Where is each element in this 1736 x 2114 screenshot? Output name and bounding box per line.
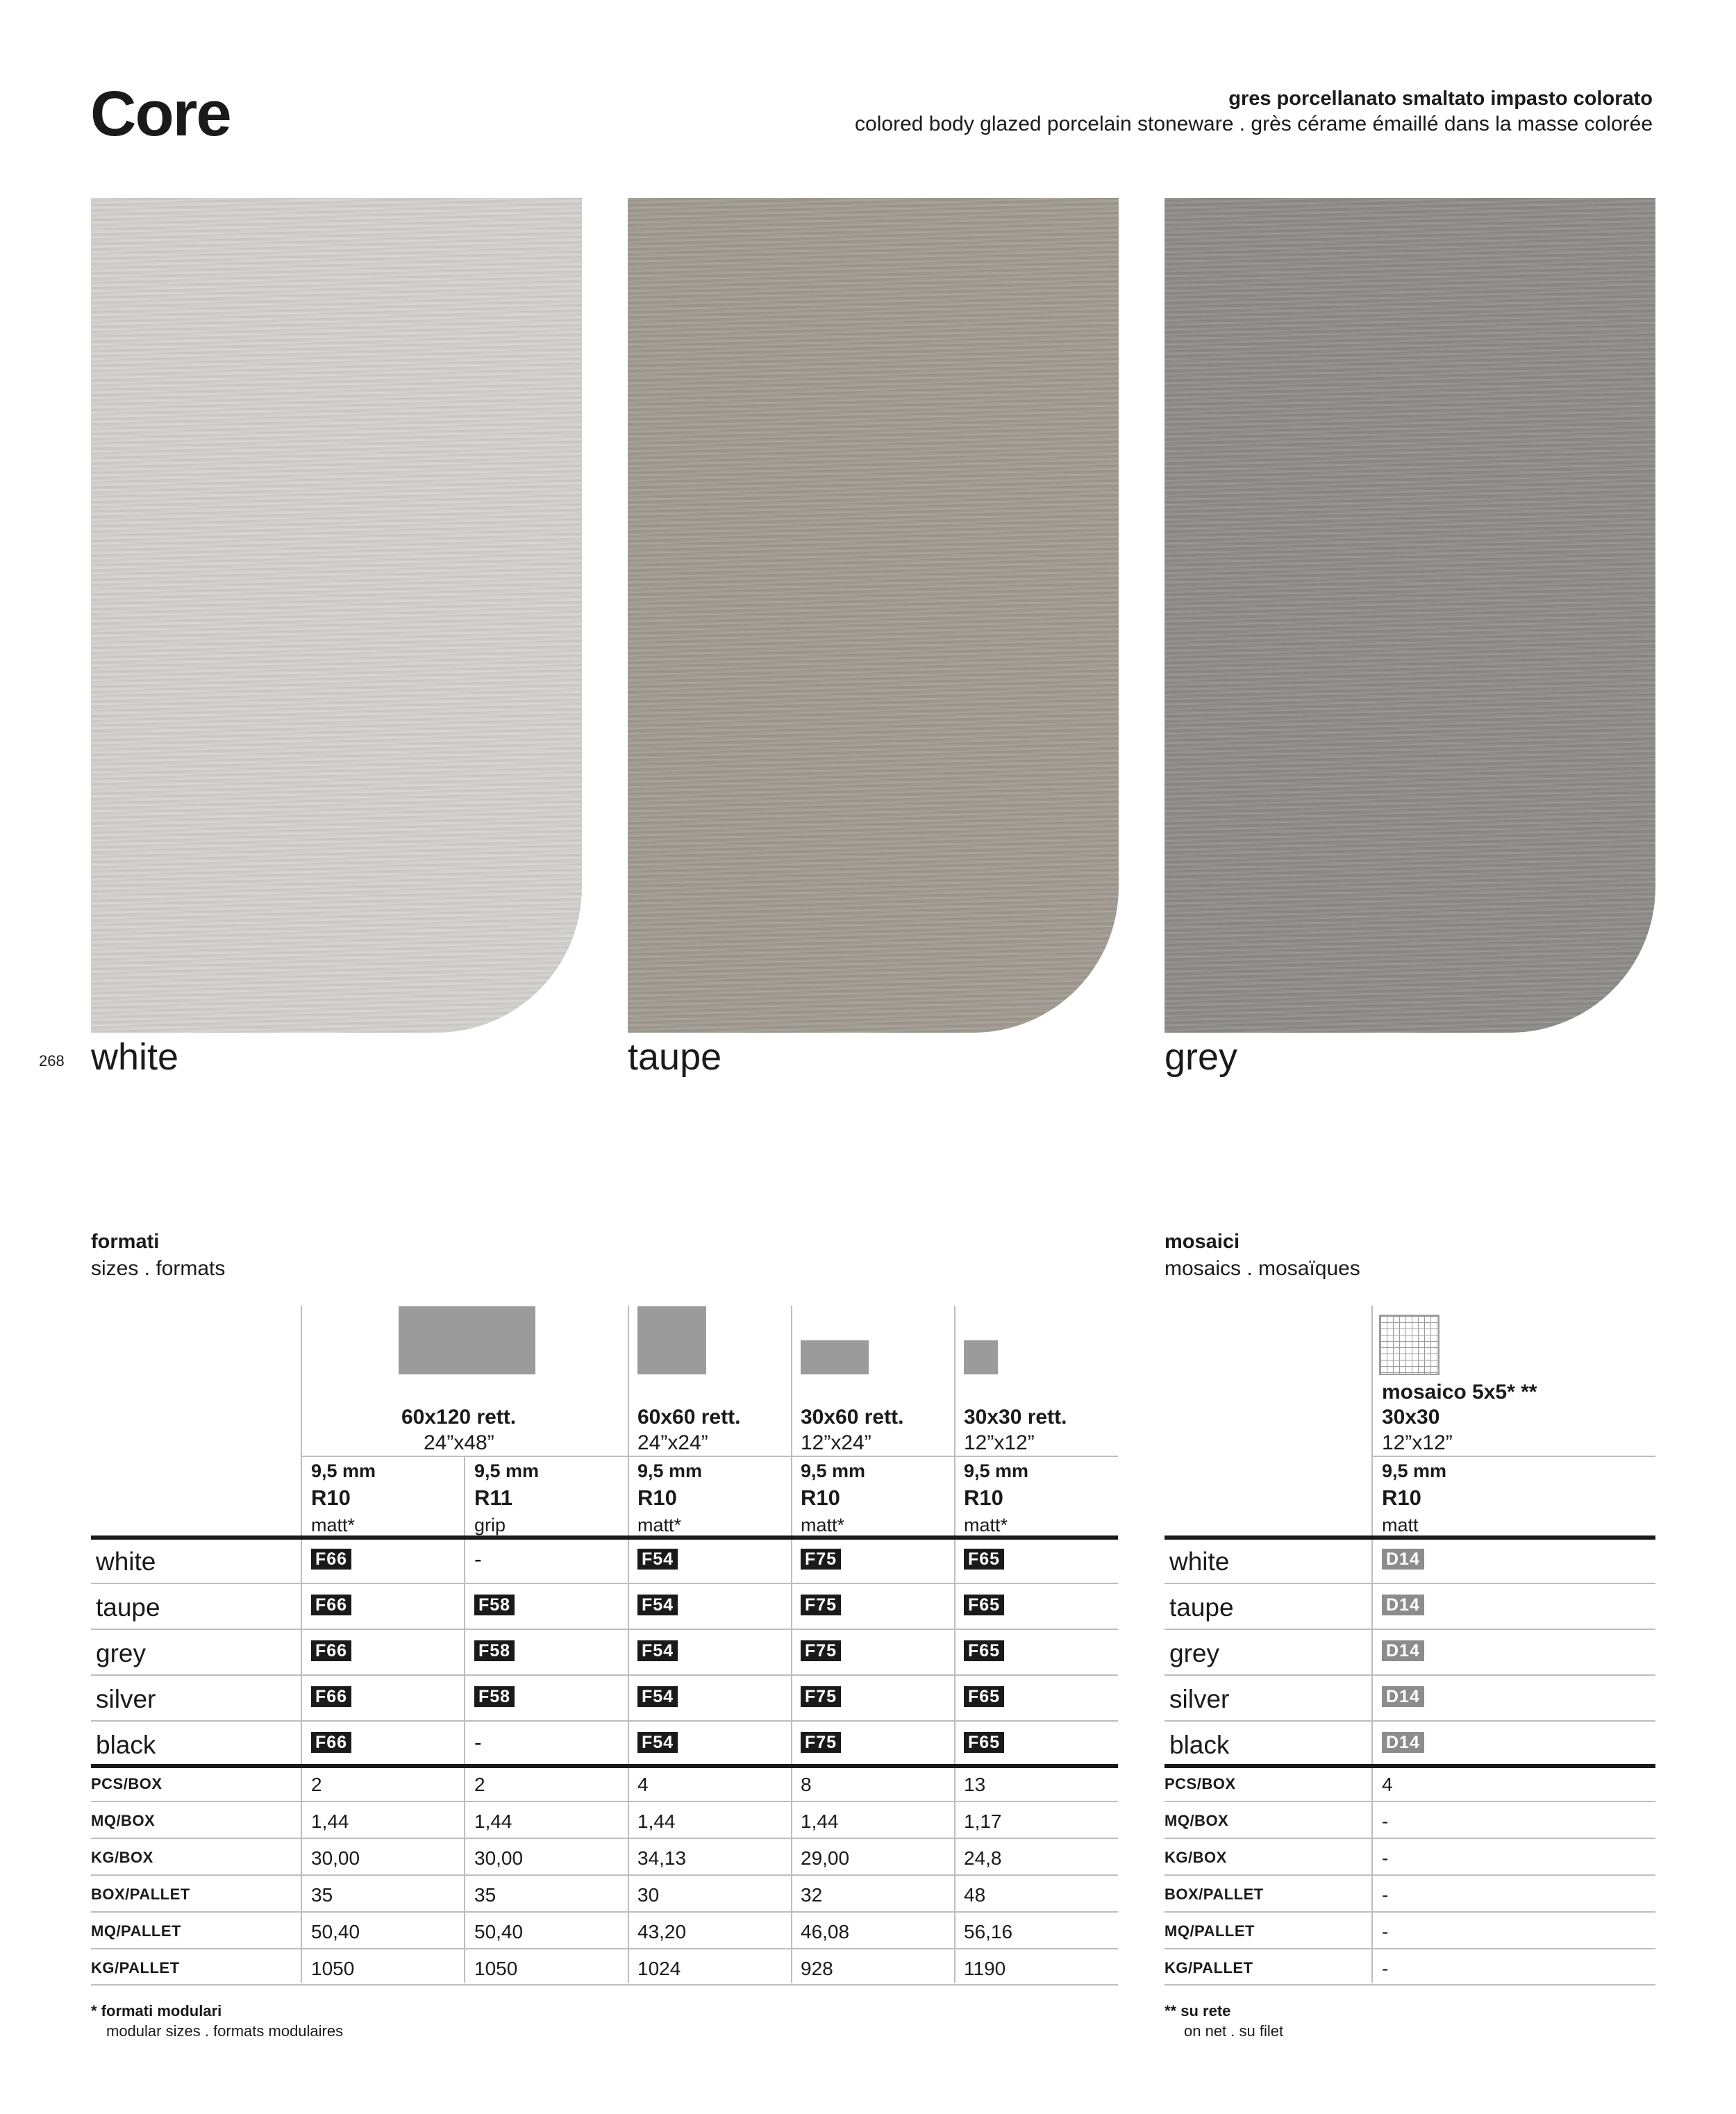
header-divider xyxy=(301,1456,1118,1457)
column-divider xyxy=(301,1306,302,1983)
table-rule xyxy=(91,1535,1118,1540)
code-badge: F54 xyxy=(637,1640,678,1661)
code-badge: D14 xyxy=(1382,1640,1424,1661)
mosaics-heading: mosaici xyxy=(1165,1231,1240,1253)
mosaic-name: mosaico 5x5* ** xyxy=(1382,1381,1537,1404)
footnote-modular-translation: modular sizes . formats modulaires xyxy=(106,2022,344,2040)
format-inches: 12”x12” xyxy=(964,1431,1035,1454)
row-divider xyxy=(1165,1911,1655,1913)
row-divider xyxy=(1165,1801,1655,1802)
product-type-translations: colored body glazed porcelain stoneware . grès cérame émaillé dans la masse colorée xyxy=(855,113,1653,135)
code-badge: F65 xyxy=(964,1640,1004,1661)
row-divider xyxy=(1165,1874,1655,1876)
code-badge: F75 xyxy=(801,1640,841,1661)
column-divider xyxy=(1371,1306,1373,1983)
mosaic-size: 30x30 xyxy=(1382,1406,1440,1429)
format-name: 30x60 rett. xyxy=(801,1406,904,1429)
spec-cell: 9,5 mm R10 matt* xyxy=(801,1460,866,1536)
stat-value: 4 xyxy=(637,1774,649,1795)
code-badge: D14 xyxy=(1382,1732,1424,1753)
row-divider xyxy=(1165,1583,1655,1584)
code-badge: F75 xyxy=(801,1686,841,1707)
format-inches: 24”x48” xyxy=(424,1431,494,1454)
table-rule xyxy=(1165,1535,1655,1540)
formats-subheading: sizes . formats xyxy=(91,1257,226,1280)
stat-value: 928 xyxy=(801,1958,833,1979)
row-divider xyxy=(1165,1838,1655,1839)
row-label-silver: silver xyxy=(1169,1685,1230,1713)
stat-value: 56,16 xyxy=(964,1921,1013,1942)
code-badge: F66 xyxy=(311,1595,351,1615)
stat-value: - xyxy=(1382,1811,1389,1832)
stat-value: 1,44 xyxy=(637,1811,676,1832)
column-divider xyxy=(628,1306,629,1983)
stat-value: 30,00 xyxy=(474,1847,524,1869)
stat-value: - xyxy=(1382,1884,1389,1906)
code-badge: F58 xyxy=(474,1640,515,1661)
footnote-on-net: ** su rete xyxy=(1165,2002,1231,2020)
format-name: 60x60 rett. xyxy=(637,1406,741,1429)
row-divider xyxy=(91,1629,1118,1630)
stat-value: 50,40 xyxy=(311,1921,360,1942)
row-label-white: white xyxy=(96,1547,156,1576)
code-badge: F75 xyxy=(801,1732,841,1753)
stat-label: MQ/BOX xyxy=(1165,1812,1229,1829)
spec-cell: 9,5 mm R10 matt* xyxy=(964,1460,1029,1536)
format-name: 30x30 rett. xyxy=(964,1406,1067,1429)
code-badge: F65 xyxy=(964,1595,1004,1615)
stat-value: 50,40 xyxy=(474,1921,524,1942)
stat-value: 30 xyxy=(637,1884,660,1906)
stat-value: - xyxy=(1382,1921,1389,1942)
stat-value: 34,13 xyxy=(637,1847,687,1869)
row-divider xyxy=(91,1674,1118,1676)
stat-label: PCS/BOX xyxy=(91,1775,162,1792)
stat-value: 13 xyxy=(964,1774,986,1795)
stat-value: 24,8 xyxy=(964,1847,1002,1869)
code-badge: F66 xyxy=(311,1732,351,1753)
code-badge: F66 xyxy=(311,1549,351,1570)
row-divider xyxy=(91,1874,1118,1876)
swatch-label-taupe: taupe xyxy=(628,1036,722,1078)
stat-label: MQ/PALLET xyxy=(1165,1922,1255,1940)
stat-value: - xyxy=(1382,1847,1389,1869)
product-type-italian: gres porcellanato smaltato impasto colorato xyxy=(1228,88,1653,110)
footnote-modular: * formati modulari xyxy=(91,2002,222,2020)
row-divider xyxy=(1165,1674,1655,1676)
code-badge: D14 xyxy=(1382,1686,1424,1707)
code-badge: F66 xyxy=(311,1640,351,1661)
code-badge: F58 xyxy=(474,1686,515,1707)
code-badge: F65 xyxy=(964,1686,1004,1707)
stat-label: PCS/BOX xyxy=(1165,1775,1236,1792)
row-label-taupe: taupe xyxy=(96,1593,160,1622)
stat-label: KG/PALLET xyxy=(1165,1959,1253,1976)
code-badge: F54 xyxy=(637,1595,678,1615)
footnote-on-net-translation: on net . su filet xyxy=(1184,2022,1284,2040)
column-divider xyxy=(464,1456,465,1983)
code-badge: D14 xyxy=(1382,1549,1424,1570)
spec-cell: 9,5 mm R10 matt xyxy=(1382,1460,1447,1536)
stat-label: KG/BOX xyxy=(1165,1849,1227,1866)
row-label-grey: grey xyxy=(96,1639,146,1667)
row-label-grey: grey xyxy=(1169,1639,1219,1667)
stat-label: BOX/PALLET xyxy=(91,1886,190,1903)
code-badge: F58 xyxy=(474,1595,515,1615)
format-name: 60x120 rett. xyxy=(401,1406,517,1429)
stat-value: 1050 xyxy=(474,1958,518,1979)
spec-cell: 9,5 mm R10 matt* xyxy=(311,1460,376,1536)
stat-value: 1190 xyxy=(964,1958,1006,1979)
code-badge: F66 xyxy=(311,1686,351,1707)
row-divider xyxy=(91,1720,1118,1722)
stat-value: - xyxy=(1382,1958,1389,1979)
stat-value: 46,08 xyxy=(801,1921,850,1942)
row-divider xyxy=(1165,1629,1655,1630)
code-badge: F65 xyxy=(964,1732,1004,1753)
spec-cell: 9,5 mm R10 matt* xyxy=(637,1460,703,1536)
page-number: 268 xyxy=(39,1052,65,1070)
format-inches: 24”x24” xyxy=(637,1431,708,1454)
stat-value: 1,44 xyxy=(801,1811,839,1832)
table-rule xyxy=(91,1764,1118,1768)
row-divider xyxy=(91,1948,1118,1949)
stat-value: 1,44 xyxy=(474,1811,512,1832)
code-badge: D14 xyxy=(1382,1595,1424,1615)
stat-value: 32 xyxy=(801,1884,823,1906)
stat-value: 29,00 xyxy=(801,1847,850,1869)
formats-heading: formati xyxy=(91,1231,160,1253)
stat-value: 35 xyxy=(311,1884,333,1906)
stat-label: BOX/PALLET xyxy=(1165,1886,1264,1903)
swatch-grey xyxy=(1165,198,1655,1033)
row-label-black: black xyxy=(1169,1731,1230,1759)
row-divider xyxy=(1165,1948,1655,1949)
row-label-white: white xyxy=(1169,1547,1230,1576)
code-badge: F75 xyxy=(801,1595,841,1615)
format-shape-60x60 xyxy=(637,1306,706,1374)
stat-value: 1,44 xyxy=(311,1811,349,1832)
row-divider xyxy=(1165,1720,1655,1722)
format-inches: 12”x24” xyxy=(801,1431,871,1454)
stat-value: 1024 xyxy=(637,1958,681,1979)
format-shape-60x120 xyxy=(399,1306,535,1374)
stat-label: MQ/BOX xyxy=(91,1812,156,1829)
code-badge: F65 xyxy=(964,1549,1004,1570)
mosaic-inches: 12”x12” xyxy=(1382,1431,1453,1454)
code-badge: F54 xyxy=(637,1732,678,1753)
table-rule xyxy=(1165,1764,1655,1768)
row-divider xyxy=(91,1911,1118,1913)
page-title: Core xyxy=(90,78,231,149)
format-shape-30x60 xyxy=(801,1340,869,1374)
row-label-black: black xyxy=(96,1731,156,1759)
stat-label: KG/BOX xyxy=(91,1849,153,1866)
stat-label: KG/PALLET xyxy=(91,1959,180,1976)
spec-cell: 9,5 mm R11 grip xyxy=(474,1460,540,1536)
swatch-taupe xyxy=(628,198,1119,1033)
stat-value: 48 xyxy=(964,1884,986,1906)
row-divider xyxy=(91,1984,1118,1986)
swatch-label-grey: grey xyxy=(1165,1036,1238,1078)
column-divider xyxy=(954,1306,955,1983)
header-divider xyxy=(1371,1456,1655,1457)
stat-value: 1,17 xyxy=(964,1811,1002,1832)
code-empty: - xyxy=(474,1730,482,1755)
stat-value: 35 xyxy=(474,1884,496,1906)
swatch-white xyxy=(91,198,582,1033)
row-label-silver: silver xyxy=(96,1685,156,1713)
code-badge: F75 xyxy=(801,1549,841,1570)
code-badge: F54 xyxy=(637,1549,678,1570)
row-label-taupe: taupe xyxy=(1169,1593,1234,1622)
format-shape-30x30 xyxy=(964,1340,998,1374)
column-divider xyxy=(791,1306,792,1983)
row-divider xyxy=(91,1801,1118,1802)
row-divider xyxy=(91,1838,1118,1839)
mosaic-grid-icon xyxy=(1379,1315,1439,1375)
stat-label: MQ/PALLET xyxy=(91,1922,181,1940)
stat-value: 8 xyxy=(801,1774,812,1795)
row-divider xyxy=(1165,1984,1655,1986)
row-divider xyxy=(91,1583,1118,1584)
stat-value: 2 xyxy=(474,1774,485,1795)
stat-value: 2 xyxy=(311,1774,322,1795)
swatch-label-white: white xyxy=(91,1036,179,1078)
code-empty: - xyxy=(474,1547,482,1572)
mosaics-subheading: mosaics . mosaïques xyxy=(1165,1257,1360,1280)
stat-value: 4 xyxy=(1382,1774,1393,1795)
stat-value: 43,20 xyxy=(637,1921,687,1942)
stat-value: 1050 xyxy=(311,1958,355,1979)
code-badge: F54 xyxy=(637,1686,678,1707)
stat-value: 30,00 xyxy=(311,1847,360,1869)
